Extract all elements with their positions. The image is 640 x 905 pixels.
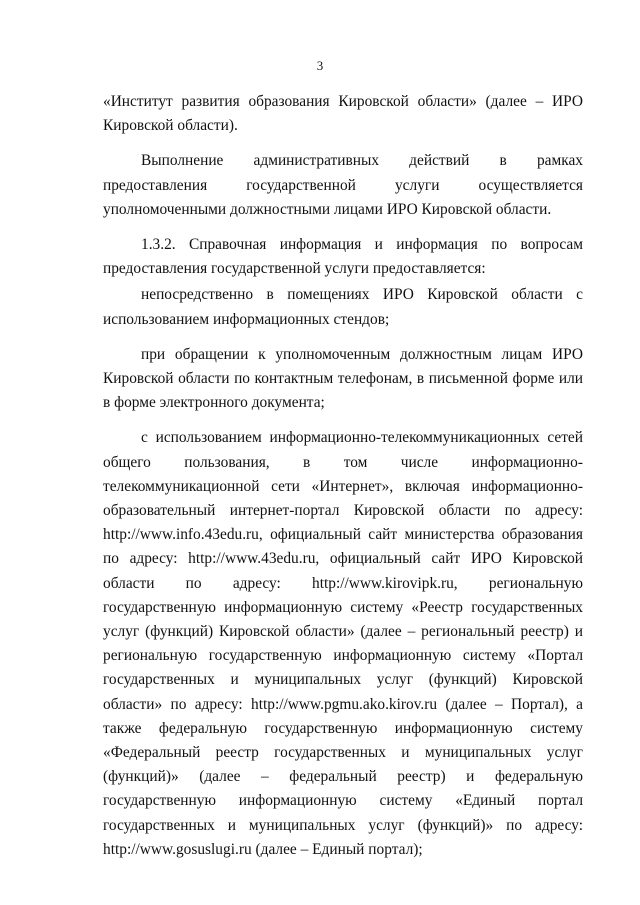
paragraph-premises: непосредственно в помещениях ИРО Кировской области с использованием информационных стендов; [103, 286, 583, 328]
document-body [103, 90, 583, 862]
page-number: 3 [316, 58, 324, 73]
paragraph-iro-name: «Институт развития образования Кировской области» (далее – ИРО Кировской области). [103, 93, 583, 135]
paragraph-internet: с использованием информационно-телекоммуникационных сетей общего пользования, в том числе информационно-телекоммуникационной сети «Интернет», включая информационно-образовательный интернет-портал Кировской области по адресу: http://www.info.43edu.ru, официальный сайт министерства образования по адресу: http://www.43edu.ru, официальный сайт ИРО Кировской области по адресу: http://www.kirovipk.ru, региональную государственную информационную систему «Реестр государственных услуг (функций) Кировской области» (далее – региональный реестр) и региональную государственную информационную систему «Портал государственных и муниципальных услуг (функций) Кировской области» по адресу: http://www.pgmu.ako.kirov.ru (далее – Портал), а также федеральную государственную информационную систему «Федеральный реестр государственных и муниципальных услуг (функций)» (далее – федеральный реестр) и федеральную государственную информационную систему «Единый портал государственных и муниципальных услуг (функций)» по адресу: http://www.gosuslugi.ru (далее – Единый портал); [103, 429, 583, 858]
paragraph-contact-phones: при обращении к уполномоченным должностным лицам ИРО Кировской области по контактным телефонам, в письменной форме или в форме электронного документа; [103, 345, 583, 412]
paragraph-admin-actions: Выполнение административных действий в рамках предоставления государственной услуги осуществляется уполномоченными должностными лицами ИРО Кировской области. [103, 152, 583, 218]
paragraph-1-3-2: 1.3.2. Справочная информация и информация по вопросам предоставления государственной услуги предоставляется: [103, 236, 583, 278]
